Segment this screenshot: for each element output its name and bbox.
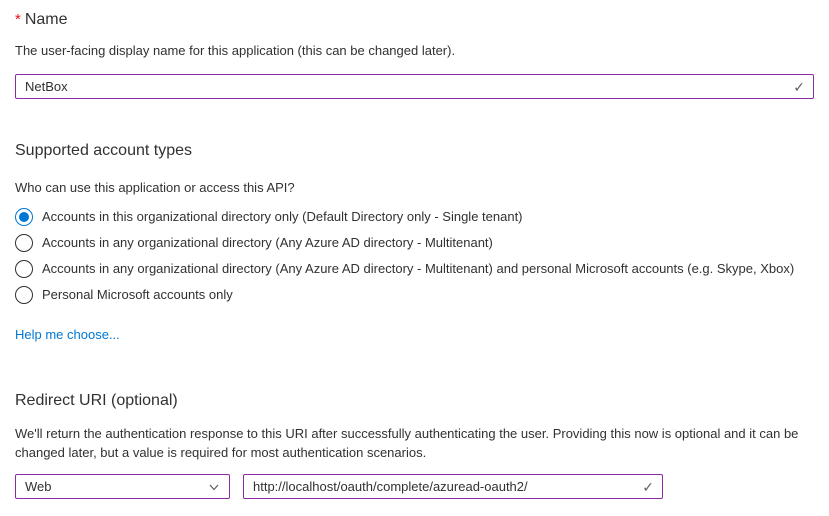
radio-option-label: Accounts in any organizational directory (Any Azure AD directory - Multitenant): [42, 235, 493, 250]
radio-option-label: Accounts in this organizational directory only (Default Directory only - Single tenant): [42, 209, 523, 224]
name-description: The user-facing display name for this application (this can be changed later).: [15, 43, 456, 58]
help-me-choose-link[interactable]: Help me choose...: [15, 327, 120, 342]
redirect-uri-heading: Redirect URI (optional): [15, 392, 178, 409]
account-types-heading: Supported account types: [15, 142, 193, 159]
radio-button-icon: [15, 286, 33, 304]
valid-check-icon: ✓: [793, 78, 805, 95]
name-label: Name: [24, 11, 68, 28]
name-input[interactable]: [15, 74, 814, 99]
redirect-uri-description: We'll return the authentication response to this URI after successfully authenticating the user. Providing this now is optional and it can be changed later, but a value is required for most authentication scenarios.: [15, 426, 799, 460]
radio-button-icon: [15, 208, 33, 226]
redirect-uri-row: [15, 474, 814, 499]
chevron-down-icon: [207, 480, 221, 494]
platform-select[interactable]: [15, 474, 230, 499]
radio-option-multitenant-personal[interactable]: [15, 256, 814, 282]
radio-option-label: Personal Microsoft accounts only: [42, 287, 233, 302]
account-types-radio-group: [15, 204, 814, 308]
redirect-uri-input-container: [243, 474, 663, 499]
radio-button-icon: [15, 234, 33, 252]
account-types-question: Who can use this application or access this API?: [15, 180, 295, 195]
radio-option-label: Accounts in any organizational directory (Any Azure AD directory - Multitenant) and personal Microsoft accounts (e.g. Skype, Xbox): [42, 261, 795, 276]
platform-select-value: Web: [25, 479, 52, 494]
radio-option-personal-only[interactable]: [15, 282, 814, 308]
radio-option-single-tenant[interactable]: [15, 204, 814, 230]
redirect-uri-input[interactable]: [243, 474, 663, 499]
name-input-container: [15, 74, 814, 99]
radio-option-multitenant[interactable]: [15, 230, 814, 256]
required-asterisk: *: [15, 11, 21, 28]
name-section-heading: [15, 10, 814, 30]
valid-check-icon: ✓: [642, 478, 654, 495]
radio-button-icon: [15, 260, 33, 278]
